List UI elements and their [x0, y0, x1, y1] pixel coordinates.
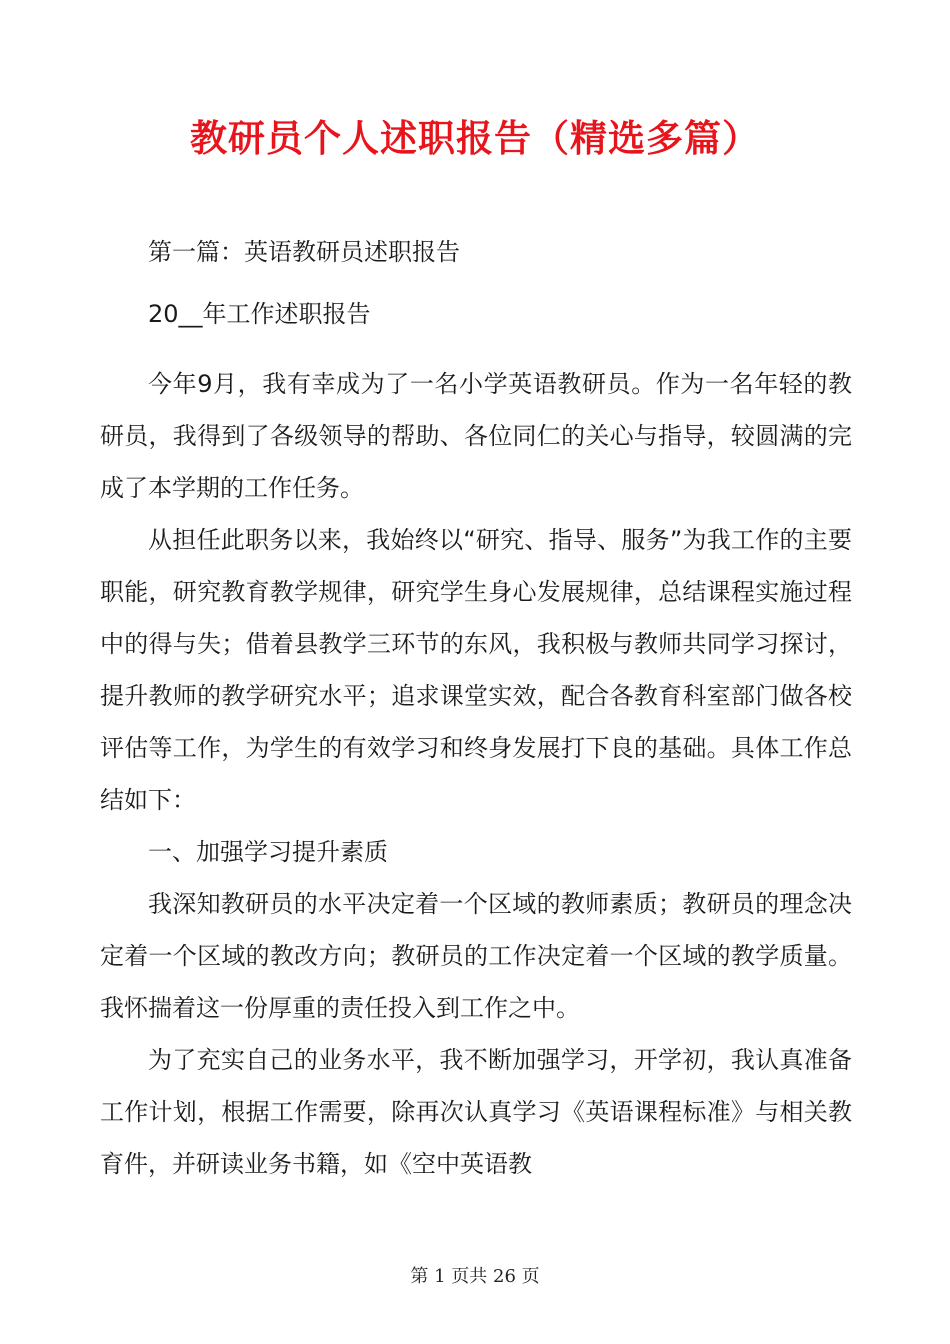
report-title: 20__年工作述职报告 — [148, 300, 371, 328]
document-title: 教研员个人述职报告（精选多篇） — [190, 117, 760, 160]
document-body — [100, 226, 852, 1190]
paragraph: 为了充实自己的业务水平，我不断加强学习，开学初，我认真准备工作计划，根据工作需要，除再次认真学习《英语课程标准》与相关教育件，并研读业务书籍，如《空中英语教 — [100, 1046, 852, 1178]
paragraph: 今年9月，我有幸成为了一名小学英语教研员。作为一名年轻的教研员，我得到了各级领导的帮助、各位同仁的关心与指导，较圆满的完成了本学期的工作任务。 — [100, 370, 852, 502]
subheading: 一、加强学习提升素质 — [148, 838, 388, 866]
section-heading: 第一篇：英语教研员述职报告 — [148, 238, 460, 266]
page-footer: 第 1 页共 26 页 — [410, 1266, 540, 1287]
paragraph: 从担任此职务以来，我始终以“研究、指导、服务”为我工作的主要职能，研究教育教学规律，研究学生身心发展规律，总结课程实施过程中的得与失；借着县教学三环节的东风，我积极与教师共同学习探讨，提升教师的教学研究水平；追求课堂实效，配合各教育科室部门做各校评估等工作，为学生的有效学习和终身发展打下良的基础。具体工作总结如下： — [100, 526, 852, 814]
paragraph: 我深知教研员的水平决定着一个区域的教师素质；教研员的理念决定着一个区域的教改方向；教研员的工作决定着一个区域的教学质量。我怀揣着这一份厚重的责任投入到工作之中。 — [100, 890, 852, 1022]
